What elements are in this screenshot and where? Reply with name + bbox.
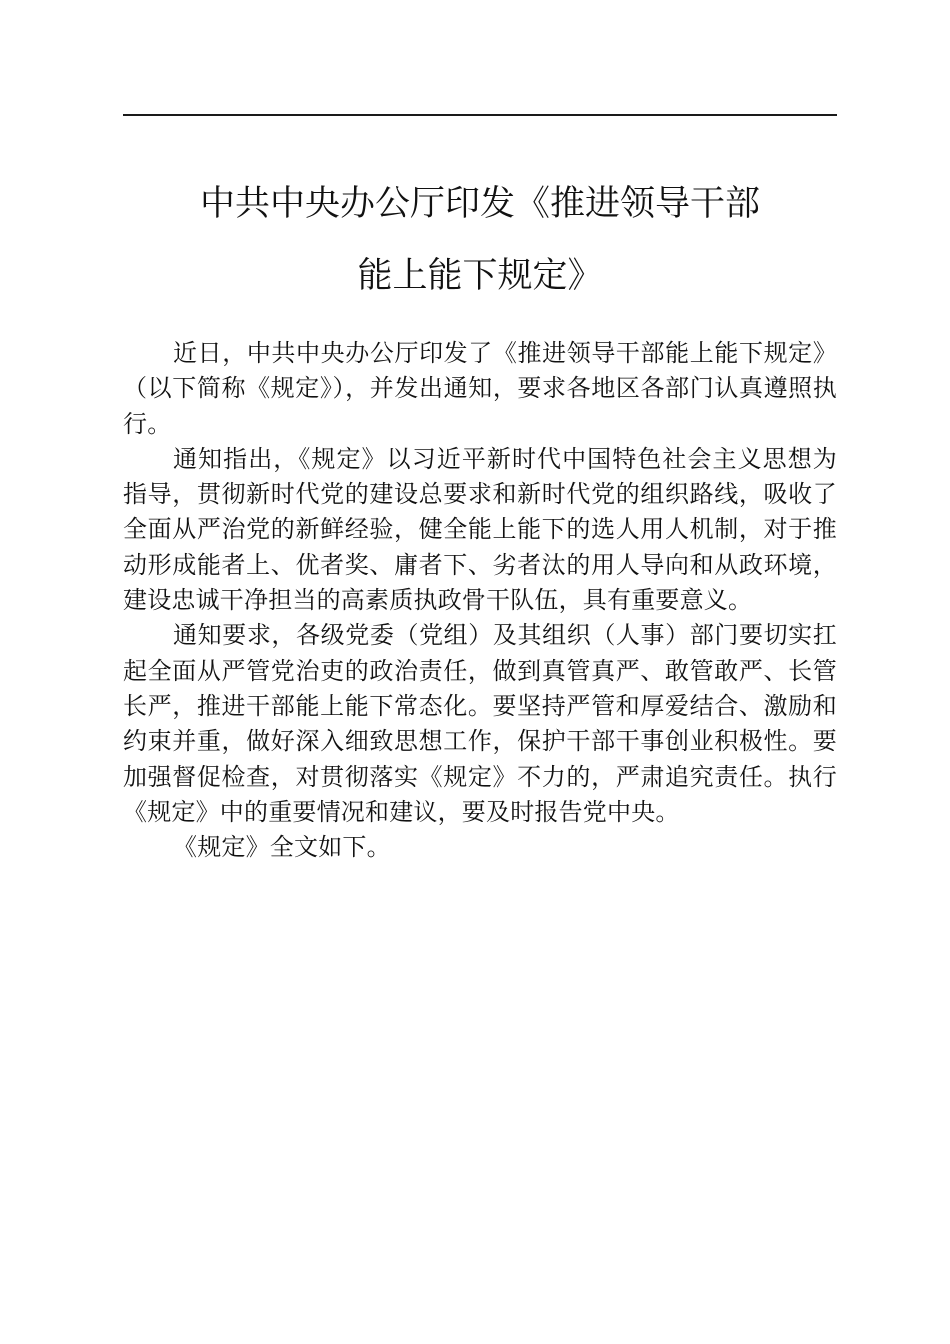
document-body (123, 336, 837, 865)
header-rule (123, 114, 837, 116)
title-line-1: 中共中央办公厅印发《推进领导干部 (199, 184, 760, 224)
paragraph-notice-significance: 通知指出，《规定》以习近平新时代中国特色社会主义思想为指导，贯彻新时代党的建设总要求和新时代党的组织路线，吸收了全面从严治党的新鲜经验，健全能上能下的选人用人机制，对于推动形成能者上、优者奖、庸者下、劣者汰的用人导向和从政环境，建设忠诚干净担当的高素质执政骨干队伍，具有重要意义。 (123, 444, 837, 615)
paragraph-notice-requirements: 通知要求，各级党委（党组）及其组织（人事）部门要切实扛起全面从严管党治吏的政治责任，做到真管真严、敢管敢严、长管长严，推进干部能上能下常态化。要坚持严管和厚爱结合、激励和约束并重，做好深入细致思想工作，保护干部干事创业积极性。要加强督促检查，对贯彻落实《规定》不力的，严肃追究责任。执行《规定》中的重要情况和建议，要及时报告党中央。 (123, 621, 837, 826)
paragraph-intro: 近日，中共中央办公厅印发了《推进领导干部能上能下规定》（以下简称《规定》），并发出通知，要求各地区各部门认真遵照执行。 (123, 339, 837, 438)
paragraph-full-text-lead: 《规定》全文如下。 (173, 833, 391, 862)
title-line-2: 能上能下规定》 (357, 256, 603, 296)
document-title (123, 168, 837, 312)
